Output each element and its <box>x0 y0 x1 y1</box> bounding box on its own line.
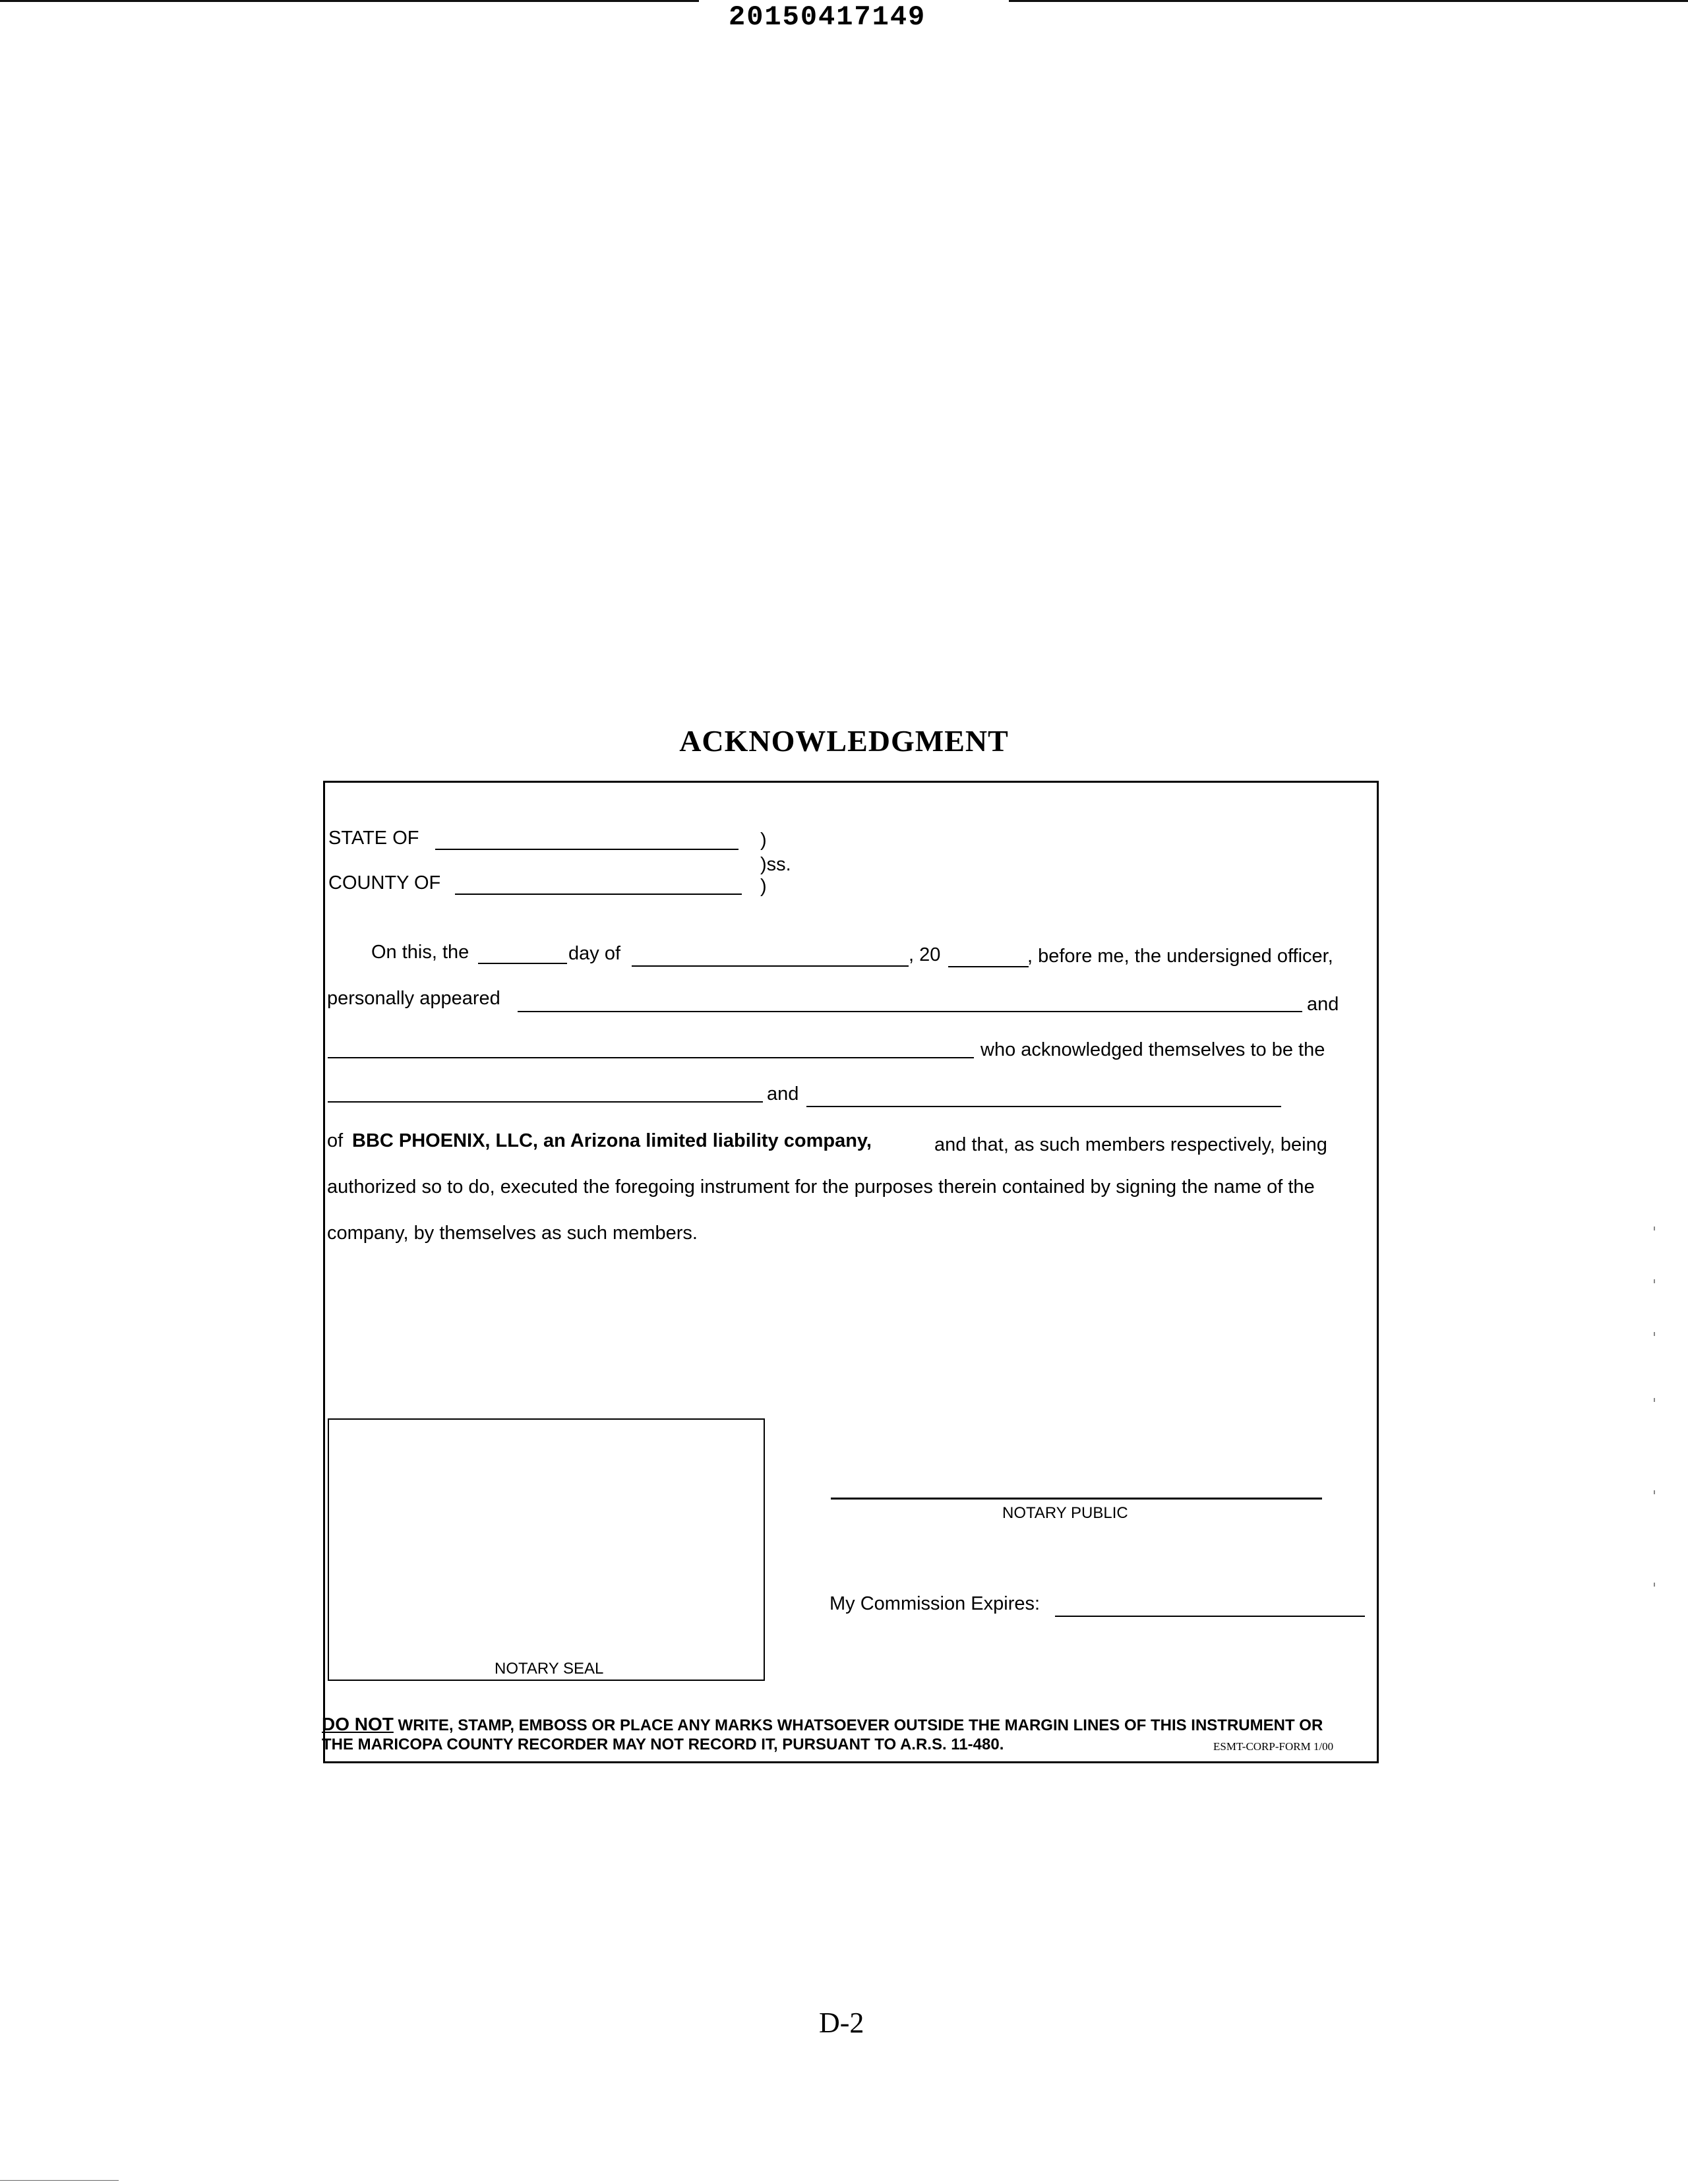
margin-warning-line1 <box>322 1715 1323 1734</box>
notary-seal-label: NOTARY SEAL <box>495 1660 604 1678</box>
notary-seal-box <box>328 1418 765 1681</box>
scan-artifact <box>1654 1583 1655 1587</box>
scan-bottom-edge <box>0 2180 119 2181</box>
body-line2-personally-appeared: personally appeared <box>327 988 500 1009</box>
county-label: COUNTY OF <box>328 872 441 894</box>
form-code: ESMT-CORP-FORM 1/00 <box>1213 1740 1334 1753</box>
body-line1-year-prefix: , 20 <box>909 944 941 965</box>
title-blank-1[interactable] <box>328 1101 763 1103</box>
month-blank[interactable] <box>632 965 909 967</box>
body-line1-day-of: day of <box>568 943 620 964</box>
recording-number: 20150417149 <box>729 1 926 33</box>
day-blank[interactable] <box>478 963 567 964</box>
body-line5-members: and that, as such members respectively, being <box>934 1134 1327 1155</box>
appeared-name-blank-1[interactable] <box>518 1011 1302 1012</box>
scan-artifact <box>1654 1490 1655 1494</box>
scan-artifact <box>1654 1332 1655 1336</box>
body-line5-of: of <box>327 1130 344 1151</box>
scan-artifact <box>1654 1398 1655 1402</box>
company-name: BBC PHOENIX, LLC, an Arizona limited liability company, <box>352 1130 872 1151</box>
venue-paren-top: ) <box>760 830 767 851</box>
body-line7-company: company, by themselves as such members. <box>327 1223 698 1244</box>
body-line1-on-this: On this, the <box>371 942 469 963</box>
notary-public-label: NOTARY PUBLIC <box>1002 1504 1128 1522</box>
commission-expires-label: My Commission Expires: <box>829 1593 1040 1614</box>
state-label: STATE OF <box>328 828 419 849</box>
county-blank[interactable] <box>455 894 742 895</box>
document-title: ACKNOWLEDGMENT <box>679 724 1009 758</box>
scan-top-edge-left <box>0 0 699 2</box>
body-line6-authorized: authorized so to do, executed the foregoing instrument for the purposes therein contained by signing the name of the <box>327 1176 1315 1198</box>
margin-warning-line2: THE MARICOPA COUNTY RECORDER MAY NOT RECORD IT, PURSUANT TO A.R.S. 11-480. <box>322 1736 1004 1753</box>
body-line4-and: and <box>767 1083 799 1105</box>
body-line2-and: and <box>1307 994 1339 1015</box>
do-not-label: DO NOT <box>322 1714 394 1734</box>
body-line3-acknowledged: who acknowledged themselves to be the <box>980 1039 1325 1060</box>
scan-artifact <box>1654 1279 1655 1283</box>
state-blank[interactable] <box>435 849 738 850</box>
margin-warning-text1: WRITE, STAMP, EMBOSS OR PLACE ANY MARKS WHATSOEVER OUTSIDE THE MARGIN LINES OF THIS INSTRUMENT OR <box>393 1716 1323 1734</box>
title-blank-2[interactable] <box>806 1106 1281 1107</box>
body-line1-before-me: , before me, the undersigned officer, <box>1027 946 1333 967</box>
year-blank[interactable] <box>948 966 1029 967</box>
commission-expires-blank[interactable] <box>1055 1616 1365 1617</box>
scan-top-edge-right <box>1009 0 1688 2</box>
appeared-name-blank-2[interactable] <box>328 1057 974 1058</box>
notary-signature-line[interactable] <box>831 1498 1322 1500</box>
venue-paren-bottom: ) <box>760 876 767 897</box>
page-number: D-2 <box>819 2007 864 2039</box>
scan-artifact <box>1654 1227 1655 1230</box>
venue-ss: )ss. <box>760 854 791 875</box>
